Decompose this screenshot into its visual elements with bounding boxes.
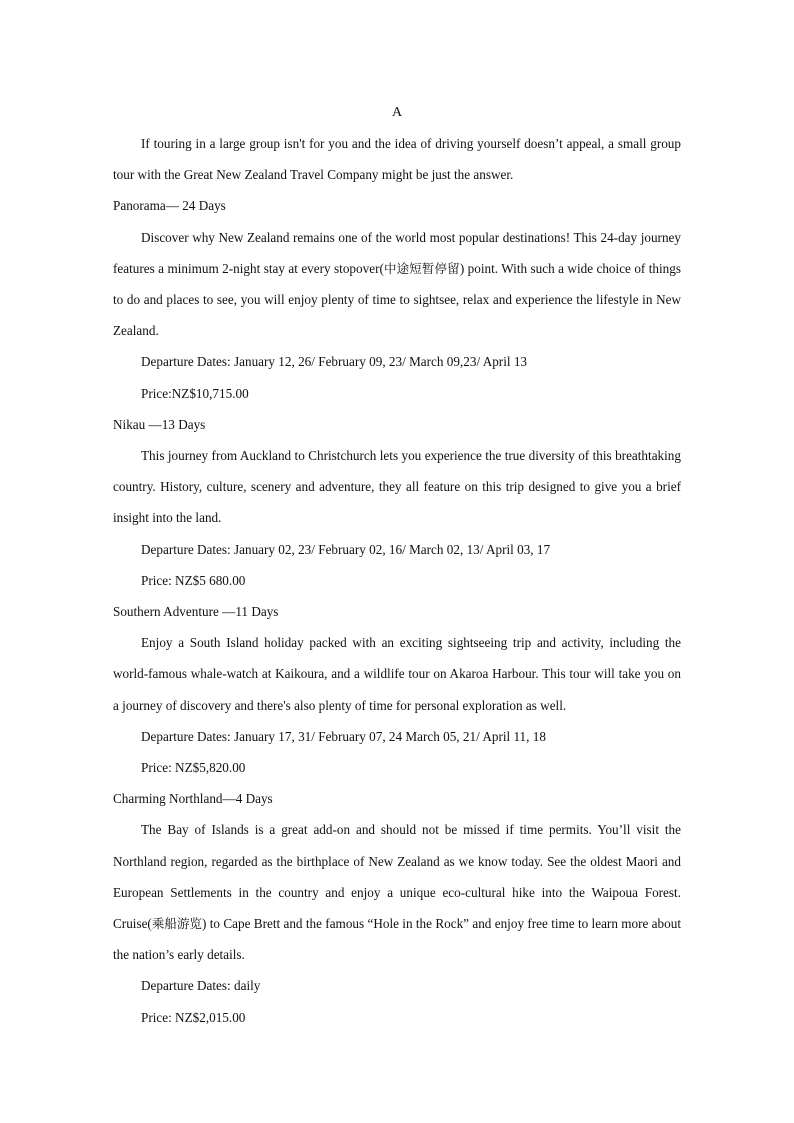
- tour-nikau: [113, 409, 681, 596]
- tour-description-chinese-note: 中途短暂停留: [383, 260, 460, 276]
- tour-panorama: [113, 190, 681, 408]
- departure-dates: Departure Dates: January 17, 31/ February 07, 24 March 05, 21/ April 11, 18: [141, 728, 546, 744]
- intro-paragraph: If touring in a large group isn't for you and the idea of driving yourself doesn’t appeal, a small group tour with the Great New Zealand Travel Company might be just the answer.: [113, 136, 681, 183]
- tour-price: Price: NZ$5 680.00: [141, 572, 246, 588]
- tour-southern-adventure: [113, 596, 681, 783]
- tour-price: Price: NZ$2,015.00: [141, 1009, 246, 1025]
- tour-description-text-continued: ) to Cape Brett and the famous “Hole in the Rock” and enjoy free time to learn more about the nation’s early details.: [113, 916, 681, 963]
- tour-price: Price: NZ$5,820.00: [141, 760, 246, 776]
- tour-charming-northland: [113, 783, 681, 1033]
- tour-title: Southern Adventure —11 Days: [113, 604, 279, 620]
- tour-description: [113, 222, 681, 347]
- tour-description: This journey from Auckland to Christchurch lets you experience the true diversity of this breathtaking country. History, culture, scenery and adventure, they all feature on this trip designed to give you a brief insight into the land.: [113, 448, 681, 526]
- tour-price: Price:NZ$10,715.00: [141, 385, 249, 401]
- tour-description-text-continued: ) point. With such a wide choice of things to do and places to see, you will enjoy plenty of time to sightsee, relax and experience the lifestyle in New Zealand.: [113, 260, 681, 339]
- tour-title: Nikau —13 Days: [113, 416, 206, 432]
- departure-dates: Departure Dates: January 12, 26/ February 09, 23/ March 09,23/ April 13: [141, 354, 528, 370]
- departure-dates: Departure Dates: January 02, 23/ February 02, 16/ March 02, 13/ April 03, 17: [141, 541, 551, 557]
- tour-description: [113, 814, 681, 970]
- tour-description-text: The Bay of Islands is a great add-on and should not be missed if time permits. You’ll visit the Northland region, regarded as the birthplace of New Zealand as we know today. See the oldest Maori and European Settlements in the country and enjoy a unique eco-cultural hike into the Waipoua Forest. Cruise(: [113, 822, 681, 932]
- document-page: [113, 97, 681, 1033]
- departure-dates: Departure Dates: daily: [141, 978, 261, 994]
- tour-title: Panorama— 24 Days: [113, 198, 226, 214]
- tour-description-chinese-note: 乘船游览: [151, 916, 203, 932]
- tour-description: Enjoy a South Island holiday packed with an exciting sightseeing trip and activity, including the world-famous whale-watch at Kaikoura, and a wildlife tour on Akaroa Harbour. This tour will take you on a journey of discovery and there's also plenty of time for personal exploration as well.: [113, 635, 681, 713]
- section-heading: A: [391, 105, 403, 120]
- tour-description-text: Discover why New Zealand remains one of the world most popular destinations! This 24-day journey features a minimum 2-night stay at every stopover(: [113, 229, 681, 276]
- tour-title: Charming Northland—4 Days: [113, 791, 273, 807]
